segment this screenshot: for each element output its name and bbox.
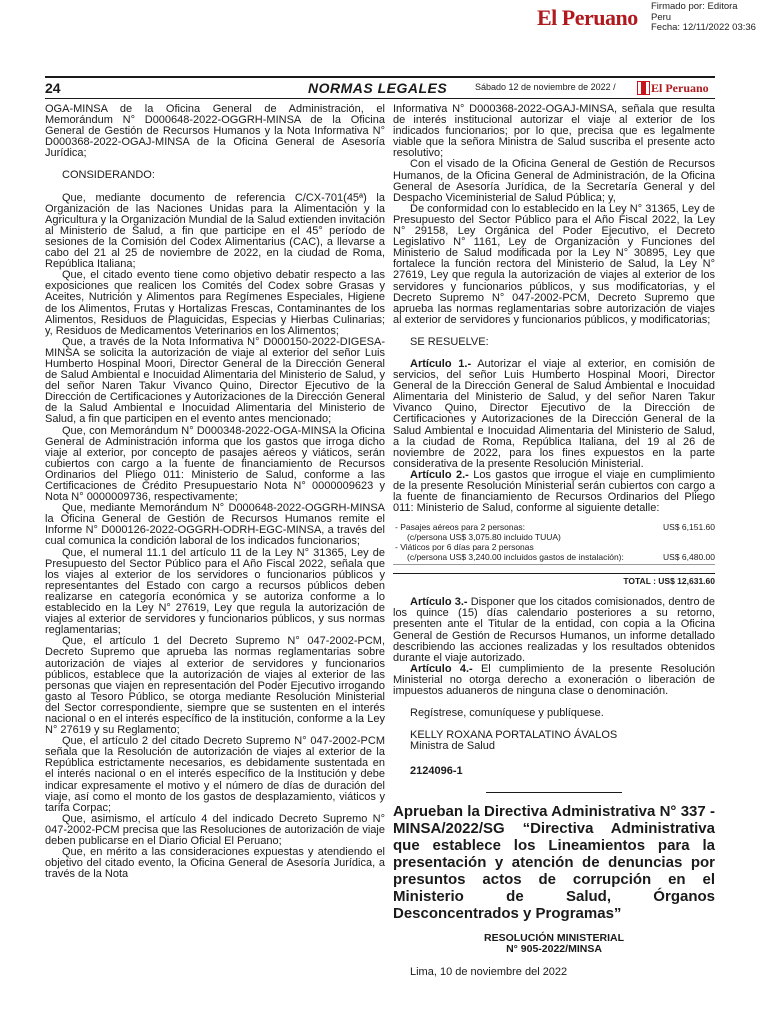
cost-table [393,522,715,586]
paragraph: Que, el artículo 2 del citado Decreto Supremo N° 047-2002-PCM señala que la Resolución de autorización de viajes al exterior de la República estrictamente necesarios, es debidamente sustentada en el interés nacional o en el interés específico de la Institución y debe indicar expresamente el motivo y el número de días de duración del viaje, así como el monto de los gastos de desplazamiento, viáticos y tarifa Corpac; [45,735,385,814]
paragraph: Que, el citado evento tiene como objetivo debatir respecto a las exposiciones que realicen los Comités del Codex sobre Grasas y Aceites, Nutrición y Alimentos para Regímenes Especiales, Higiene de los Alimentos, Frutas y Hortalizas Frescas, Contaminantes de los Alimentos, Residuos de Plaguicidas, Especias y Hierbas Culinarias; y, Residuos de Medicamentos Veterinarios en los Alimentos; [45,269,385,337]
cost-label: - Viáticos por 6 días para 2 personas [395,542,534,553]
paragraph: Que, asimismo, el artículo 4 del indicado Decreto Supremo N° 047-2002-PCM precisa que las Resoluciones de autorización de viaje deben publicarse en el Diario Oficial El Peruano; [45,812,385,847]
header-brand: El Peruano [651,81,709,95]
section-divider [486,792,622,793]
cost-row [393,552,715,562]
left-column [45,104,385,880]
header-rule-top [45,76,715,78]
signature-block [393,708,715,752]
digital-signature-stamp: Firmado por: Editora Peru Fecha: 12/11/2022 03:36 [651,1,756,33]
considerando-heading: CONSIDERANDO: [62,169,155,182]
signer-name: KELLY ROXANA PORTALATINO ÁVALOS [410,729,618,742]
resolution-number [393,933,715,955]
issue-date: Sábado 12 de noviembre de 2022 / [475,82,616,92]
cost-label: - Pasajes aéreos para 2 personas: [395,522,525,533]
cost-row [393,542,715,552]
article-label: Artículo 2.- [410,468,469,481]
page-number: 24 [45,80,61,96]
resuelve-heading: SE RESUELVE: [410,335,489,348]
cost-separator [393,564,715,565]
el-peruano-logo: El Peruano [537,5,638,30]
paragraph: Que, mediante documento de referencia C/CX-701(45ª) la Organización de las Naciones Unidas para la Alimentación y la Agricultura y la Organización Mundial de la Salud extienden invitación al Ministerio de Salud, a fin que participe en el 45° período de sesiones de la Comisión del Codex Alimentarius (CAC), a llevarse a cabo del 21 al 25 de noviembre de 2022, en la ciudad de Roma, República Italiana; [45,191,385,271]
publication-code: 2124096-1 [410,765,463,778]
cost-detail: (c/persona US$ 3,075.80 incluido TUUA) [407,532,561,543]
article-label: Artículo 4.- [410,662,473,675]
peru-flag-icon [637,81,650,95]
paragraph: Que, en mérito a las consideraciones expuestas y atendiendo el objetivo del citado evento, la Oficina General de Asesoría Jurídica, a través de la Nota [45,846,385,881]
article-4 [393,664,715,697]
section-title: NORMAS LEGALES [308,80,448,96]
article-text: Disponer que los citados comisionados, dentro de los quince (15) días calendario posteriores a su retorno, presenten ante el Titular de la entidad, con copia a la Oficina General de Gestión de Recursos Humanos, un informe detallado describiendo las acciones realizadas y los resultados obtenidos durante el viaje autorizado. [393,596,715,664]
signer-role: Ministra de Salud [410,740,495,753]
paragraph: Con el visado de la Oficina General de Gestión de Recursos Humanos, de la Oficina General de Administración, de la Oficina General de Asesoría Jurídica, de la Secretaría General y del Despacho Viceministerial de Salud Pública; y, [393,158,715,204]
resolution-title: Aprueban la Directiva Administrativa N° 337 -MINSA/2022/SG “Directiva Administrativa que establece los Lineamientos para la presentación y atención de denuncias por presuntos actos de corrupción en el Ministerio de Salud, Órganos Desconcentrados y Programas” [393,802,715,922]
article-text: Los gastos que irrogue el viaje en cumplimiento de la presente Resolución Ministerial serán cubiertos con cargo a la fuente de financiamiento de Recursos Ordinarios del Pliego 011: Ministerio de Salud, conforme al siguiente detalle: [393,468,715,515]
closing-formula: Regístrese, comuníquese y publíquese. [410,707,604,720]
article-text: Autorizar el viaje al exterior, en comisión de servicios, del señor Luis Humberto Hospinal Moori, Director General de la Dirección General de Salud Ambiental e Inocuidad Alimentaria del Ministerio de Salud, y del señor Naren Takur Vivanco Quino, Director Ejecutivo de la Dirección de Certificaciones y Autorizaciones de la Dirección General de la Salud Ambiental e Inocuidad Alimentaria del Ministerio de Salud, a la ciudad de Roma, República Italiana, del 19 al 26 de noviembre de 2022, para los fines expuestos en la parte considerativa de la presente Resolución Ministerial. [393,357,715,470]
cost-detail: (c/persona US$ 3,240.00 incluidos gastos de instalación): [407,552,624,563]
resolution-type: RESOLUCIÓN MINISTERIAL [483,931,624,944]
paragraph: Informativa N° D000368-2022-OGAJ-MINSA, señala que resulta de interés institucional autorizar el viaje al exterior de los indicados funcionarios; por lo que, precisa que es legalmente viable que la señora Ministra de Salud suscriba el presente acto resolutivo; [393,103,715,160]
article-3 [393,597,715,664]
cost-row [393,522,715,532]
paragraph: OGA-MINSA de la Oficina General de Administración, el Memorándum N° D000648-2022-OGGRH-MINSA de la Oficina General de Gestión de Recursos Humanos y la Nota Informativa N° D000368-2022-OGAJ-MINSA de la Oficina General de Asesoría Jurídica; [45,103,385,160]
cost-value: US$ 6,151.60 [663,522,715,533]
paragraph: Que, con Memorándum N° D000348-2022-OGA-MINSA la Oficina General de Administración informa que los gastos que irroga dicho viaje al exterior, por concepto de pasajes aéreos y viáticos, serán cubiertos con cargo a la fuente de financiamiento de Recursos Ordinarios del Pliego 011: Ministerio de Salud, conforme a las Certificaciones de Crédito Presupuestario Nota N° 0000009623 y Nota N° 0000009736, respectivamente; [45,424,385,504]
article-label: Artículo 1.- [410,357,472,370]
resolution-date: Lima, 10 de noviembre del 2022 [410,965,568,978]
resolution-code: N° 905-2022/MINSA [506,942,602,955]
paragraph: Que, mediante Memorándum N° D000648-2022-OGGRH-MINSA la Oficina General de Gestión de Recursos Humanos remite el Informe N° D000126-2022-OGGRH-ODRH-EGC-MINSA, a través del cual comunica la condición laboral de los indicados funcionarios; [45,502,385,548]
paragraph: De conformidad con lo establecido en la Ley N° 31365, Ley de Presupuesto del Sector Público para el Año Fiscal 2022, la Ley N° 29158, Ley Orgánica del Poder Ejecutivo, el Decreto Legislativo N° 1161, Ley de Organización y Funciones del Ministerio de Salud modificada por la Ley N° 30895, Ley que fortalece la función rectora del Ministerio de Salud, la Ley N° 27619, Ley que regula la autorización de viajes al exterior de los servidores y funcionarios públicos, y sus modificatorias, y el Decreto Supremo N° 047-2002-PCM, Decreto Supremo que aprueba las normas reglamentarias sobre autorización de viajes al exterior de servidores y funcionarios públicos, y modificatorias; [393,202,715,326]
article-text: El cumplimiento de la presente Resolución Ministerial no otorga derecho a exoneración o liberación de impuestos aduaneros de ninguna clase o denominación. [393,662,715,698]
article-1 [393,359,715,470]
paragraph: Que, a través de la Nota Informativa N° D000150-2022-DIGESA-MINSA se solicita la autorización de viaje al exterior del señor Luis Humberto Hospinal Moori, Director General de la Dirección General de Salud Ambiental e Inocuidad Alimentaria del Ministerio de Salud, y del señor Naren Takur Vivanco Quino, Director Ejecutivo de la Dirección de Certificaciones y Autorizaciones de la Dirección General de la Salud Ambiental e Inocuidad Alimentaria del Ministerio de Salud, a fin que participen en el evento antes mencionado; [45,335,385,426]
article-2 [393,470,715,514]
article-label: Artículo 3.- [410,596,468,609]
header-rule-bottom [45,98,715,99]
right-column [393,104,715,978]
paragraph: Que, el numeral 11.1 del artículo 11 de la Ley N° 31365, Ley de Presupuesto del Sector Público para el Año Fiscal 2022, señala que los viajes al exterior de los servidores o funcionarios públicos y representantes del Estado con cargo a recursos públicos deben realizarse en categoría económica y se autoriza conforme a lo establecido en la Ley N° 27619, Ley que regula la autorización de viajes al exterior de servidores y funcionarios públicos, y sus normas reglamentarias; [45,546,385,637]
cost-total: TOTAL : US$ 12,631.60 [393,573,715,586]
paragraph: Que, el artículo 1 del Decreto Supremo N° 047-2002-PCM, Decreto Supremo que aprueba las normas reglamentarias sobre autorización de viajes al exterior de servidores y funcionarios públicos, establece que la autorización de viajes al exterior de las personas que viajen en representación del Poder Ejecutivo irrogando gasto al Tesoro Público, se otorga mediante Resolución Ministerial del Sector correspondiente, siempre que se sustenten en el interés nacional o en el interés específico de la institución, conforme a la Ley N° 27619 y su Reglamento; [45,635,385,737]
cost-value: US$ 6,480.00 [663,552,715,563]
